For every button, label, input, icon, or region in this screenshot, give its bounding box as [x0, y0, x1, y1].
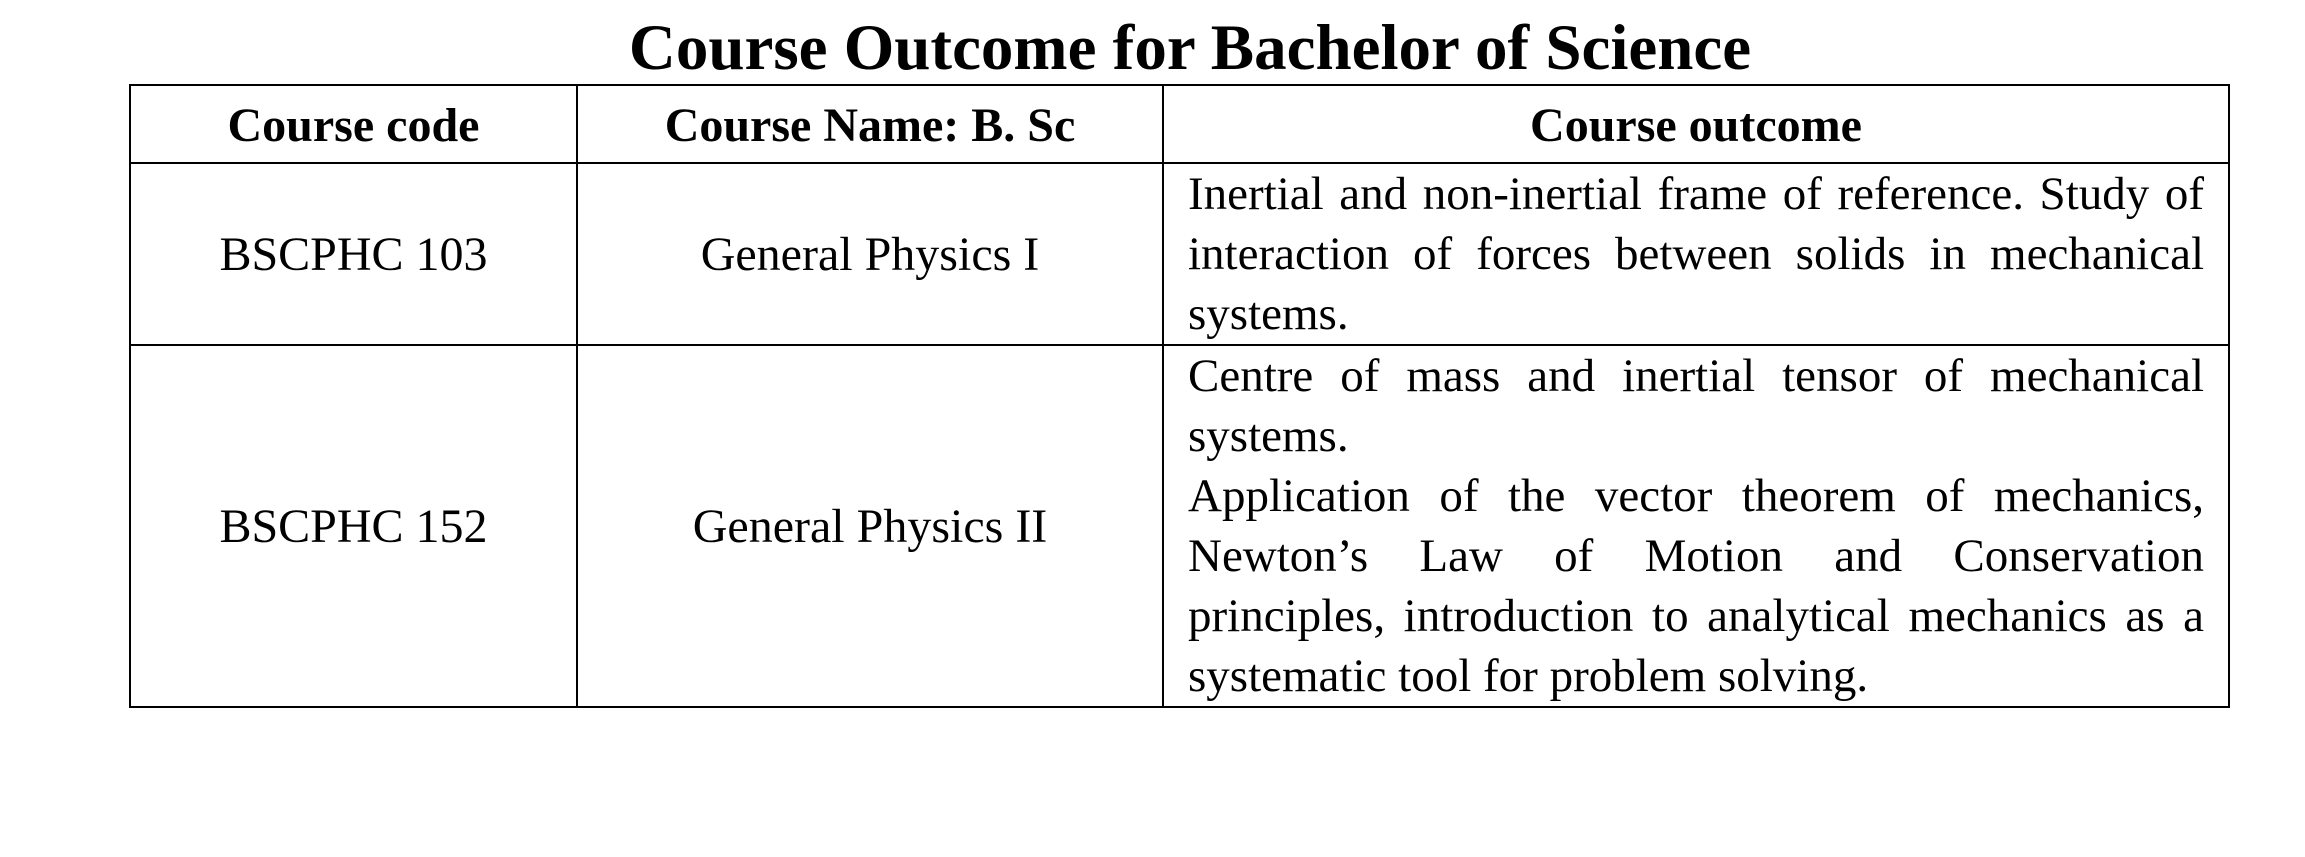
course-outcome-table	[129, 84, 2230, 708]
page-title: Course Outcome for Bachelor of Science	[628, 12, 1752, 84]
course-name-cell: General Physics II	[577, 345, 1163, 707]
outcome-text: Application of the vector theorem of mechanics, Newton’s Law of Motion and Conservation principles, introduction to analytical mechanics as a systematic tool for problem solving.	[1188, 470, 2204, 702]
header-course-name: Course Name: B. Sc	[577, 85, 1163, 163]
header-course-outcome: Course outcome	[1163, 85, 2229, 163]
outcome-text: Centre of mass and inertial tensor of mechanical systems.	[1188, 350, 2204, 462]
course-name-cell: General Physics I	[577, 163, 1163, 345]
course-code-cell: BSCPHC 152	[130, 345, 577, 707]
table-header-row	[130, 85, 2229, 163]
outcome-text: Inertial and non-inertial frame of reference. Study of interaction of forces between solids in mechanical systems.	[1188, 168, 2204, 340]
course-outcome-cell	[1163, 163, 2229, 345]
course-outcome-cell	[1163, 345, 2229, 707]
header-course-code: Course code	[130, 85, 577, 163]
course-code-cell: BSCPHC 103	[130, 163, 577, 345]
table-row	[130, 345, 2229, 707]
table-row	[130, 163, 2229, 345]
